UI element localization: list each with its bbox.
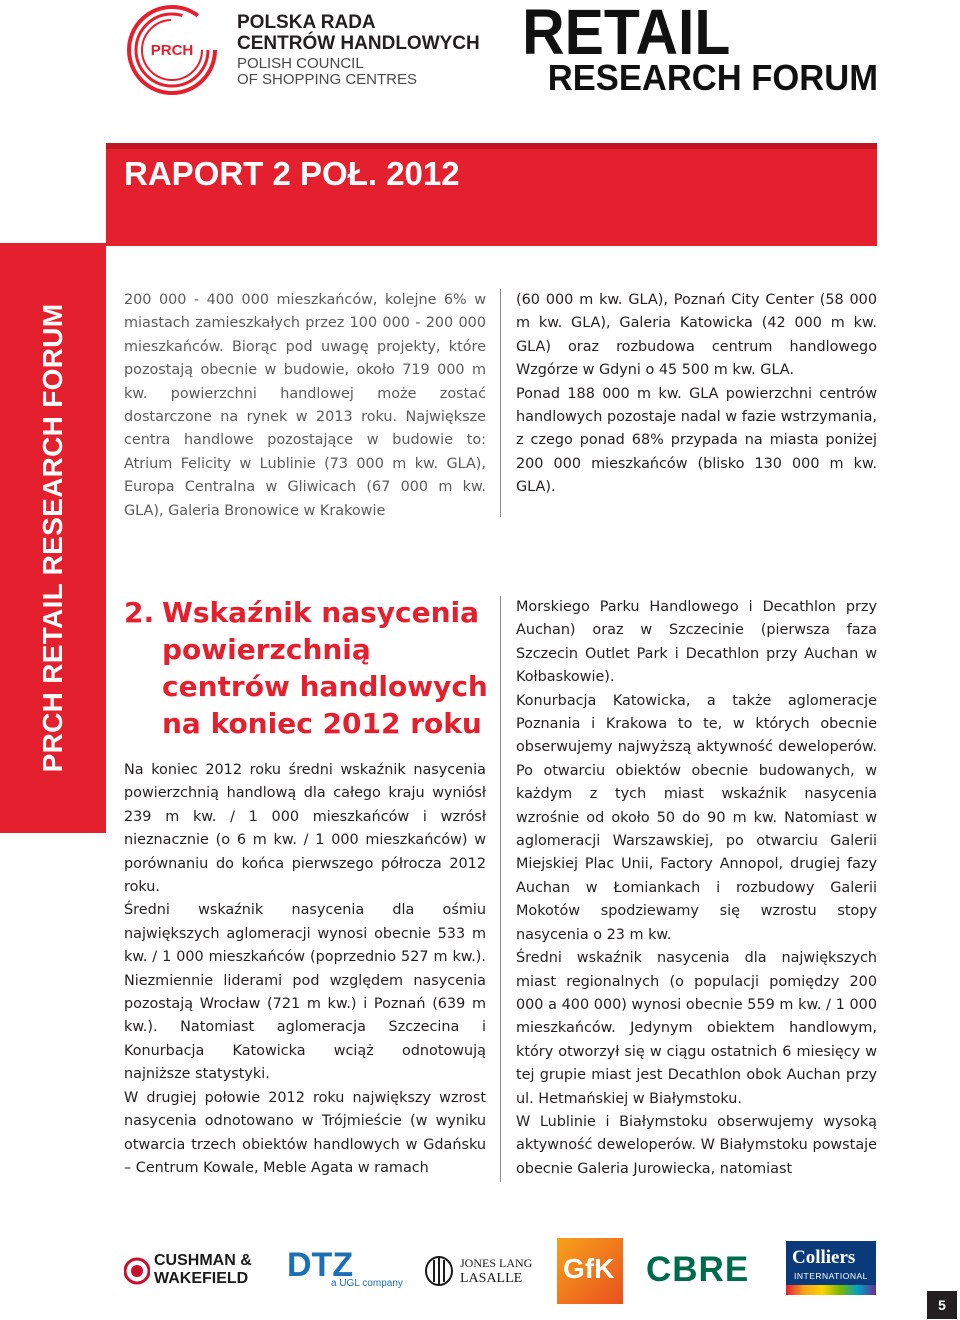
section-heading: [124, 594, 494, 742]
org-name-pl-line2: CENTRÓW HANDLOWYCH: [237, 33, 480, 54]
paragraph: Konurbacja Katowicka, a także aglomeracje Poznania i Krakowa to te, w których obecnie obserwujemy najwyższą aktywność deweloperów. Po otwarciu obiektów obecnie budowanych, w każdym z tych miast wskaźnik nasycenia wzrośnie od około 50 do 90 m kw. Natomiast w aglomeracji Warszawskiej, po otwarciu Galerii Miejskiej Plac Unii, Factory Annopol, drugiej fazy Auchan w Łomiankach i rozbudowy Galerii Mokotów spodziewamy się wzrostu stopy nasycenia o 23 m kw.: [516, 692, 877, 943]
research-forum-title: RESEARCH FORUM: [547, 57, 878, 98]
gfk-logo: [557, 1238, 623, 1304]
org-name-pl-line1: POLSKA RADA: [237, 12, 376, 33]
jll-emblem-icon: [424, 1256, 454, 1286]
retail-title: RETAIL: [521, 0, 730, 68]
column-2-top: [516, 289, 877, 500]
cushman-wakefield-line2: WAKEFIELD: [154, 1270, 249, 1287]
column-2-bottom: [516, 596, 877, 1181]
column-divider: [500, 596, 501, 1182]
dtz-logo: [287, 1246, 407, 1292]
cbre-wordmark: CBRE: [646, 1250, 750, 1289]
jll-line1: JONES LANG: [460, 1256, 533, 1270]
paragraph: (60 000 m kw. GLA), Poznań City Center (58 000 m kw. GLA), Galeria Katowicka (42 000 m kw. GLA) oraz rozbudowa centrum handlowego Wzgórze w Gdyni o 45 500 m kw. GLA.: [516, 292, 877, 379]
dtz-wordmark: DTZ: [287, 1246, 354, 1284]
section-title: Wskaźnik nasycenia powierzchnią centrów handlowych na koniec 2012 roku: [162, 596, 488, 740]
cbre-logo: [646, 1252, 760, 1290]
cushman-wakefield-line1: CUSHMAN &: [154, 1252, 252, 1269]
colliers-subtitle: INTERNATIONAL: [794, 1271, 868, 1281]
gfk-wordmark: GfK: [563, 1253, 615, 1284]
colliers-logo: [786, 1241, 876, 1295]
prch-logo: [124, 2, 220, 98]
org-name-en-line1: POLISH COUNCIL: [237, 55, 364, 72]
paragraph: Średni wskaźnik nasycenia dla ośmiu największych aglomeracji wynosi obecnie 533 m kw. / 1 000 mieszkańców (poprzednio 527 m kw.). Niezmiennie liderami pod względem nasycenia pozostają Wrocław (721 m kw.) i Poznań (639 m kw.). Natomiast aglomeracja Szczecina i Konurbacja Katowicka wciąż odnotowują najniższe statystyki.: [124, 902, 486, 1083]
org-name-en-line2: OF SHOPPING CENTRES: [237, 71, 418, 88]
prch-logo-text: PRCH: [150, 42, 194, 59]
paragraph: W drugiej połowie 2012 roku największy wzrost nasycenia odnotowano w Trójmieście (w wyniku otwarcia trzech obiektów handlowych w Gdańsku – Centrum Kowale, Meble Agata w ramach: [124, 1089, 486, 1176]
colliers-color-strip: [786, 1285, 876, 1295]
column-divider: [500, 289, 501, 517]
section-number: 2.: [124, 596, 155, 629]
jll-logo: [424, 1254, 534, 1290]
paragraph: 200 000 - 400 000 mieszkańców, kolejne 6% w miastach zamieszkałych przez 100 000 - 200 000 mieszkańców. Biorąc pod uwagę projekty, które pozostają obecnie w budowie, około 719 000 m kw. powierzchni handlowej może zostać dostarczone na rynek w 2013 roku. Największe centra handlowe pozostające w budowie to: Atrium Felicity w Lublinie (73 000 m kw. GLA), Europa Centralna w Gliwicach (67 000 m kw. GLA), Galeria Bronowice w Krakowie: [124, 292, 486, 519]
paragraph: Średni wskaźnik nasycenia dla największych miast regionalnych (o populacji pomiędzy 200 000 a 400 000) wynosi obecnie 559 m kw. / 1 000 mieszkańców. Jedynym obiektem handlowym, który otworzył się w ciągu ostatnich 6 miesięcy w tej grupie miast jest Decathlon obok Auchan przy ul. Hetmańskiej w Białymstoku.: [516, 950, 877, 1107]
cushman-wakefield-emblem-icon: [124, 1254, 150, 1288]
cushman-wakefield-logo: [124, 1250, 269, 1290]
title-band-edge: [106, 143, 877, 149]
paragraph: Ponad 188 000 m kw. GLA powierzchni centrów handlowych pozostaje nadal w fazie wstrzymania, z czego ponad 68% przypada na miasta poniżej 200 000 mieszkańców (blisko 130 000 m kw. GLA).: [516, 385, 877, 496]
paragraph: Na koniec 2012 roku średni wskaźnik nasycenia powierzchnią handlową dla całego kraju wyniósł 239 m kw. / 1 000 mieszkańców i wzrósł nieznacznie (o 6 m kw. / 1 000 mieszkańców) w porównaniu do końca pierwszego półrocza 2012 roku.: [124, 762, 486, 896]
side-tab-label: PRCH RETAIL RESEARCH FORUM: [37, 303, 68, 773]
paragraph: W Lublinie i Białymstoku obserwujemy wysoką aktywność deweloperów. W Białymstoku powstaje obecnie Galeria Jurowiecka, natomiast: [516, 1113, 877, 1177]
page-number: 5: [927, 1291, 957, 1319]
colliers-wordmark: Colliers: [792, 1247, 856, 1268]
paragraph: Morskiego Parku Handlowego i Decathlon przy Auchan) oraz w Szczecinie (pierwsza faza Szczecin Outlet Park i Decathlon przy Auchan w Kołbaskowie).: [516, 599, 877, 686]
report-title: RAPORT 2 POŁ. 2012: [124, 155, 460, 192]
jll-line2: LASALLE: [460, 1271, 523, 1286]
column-1-bottom: [124, 759, 486, 1180]
column-1-top: [124, 289, 486, 521]
dtz-subtitle: a UGL company: [331, 1278, 403, 1289]
